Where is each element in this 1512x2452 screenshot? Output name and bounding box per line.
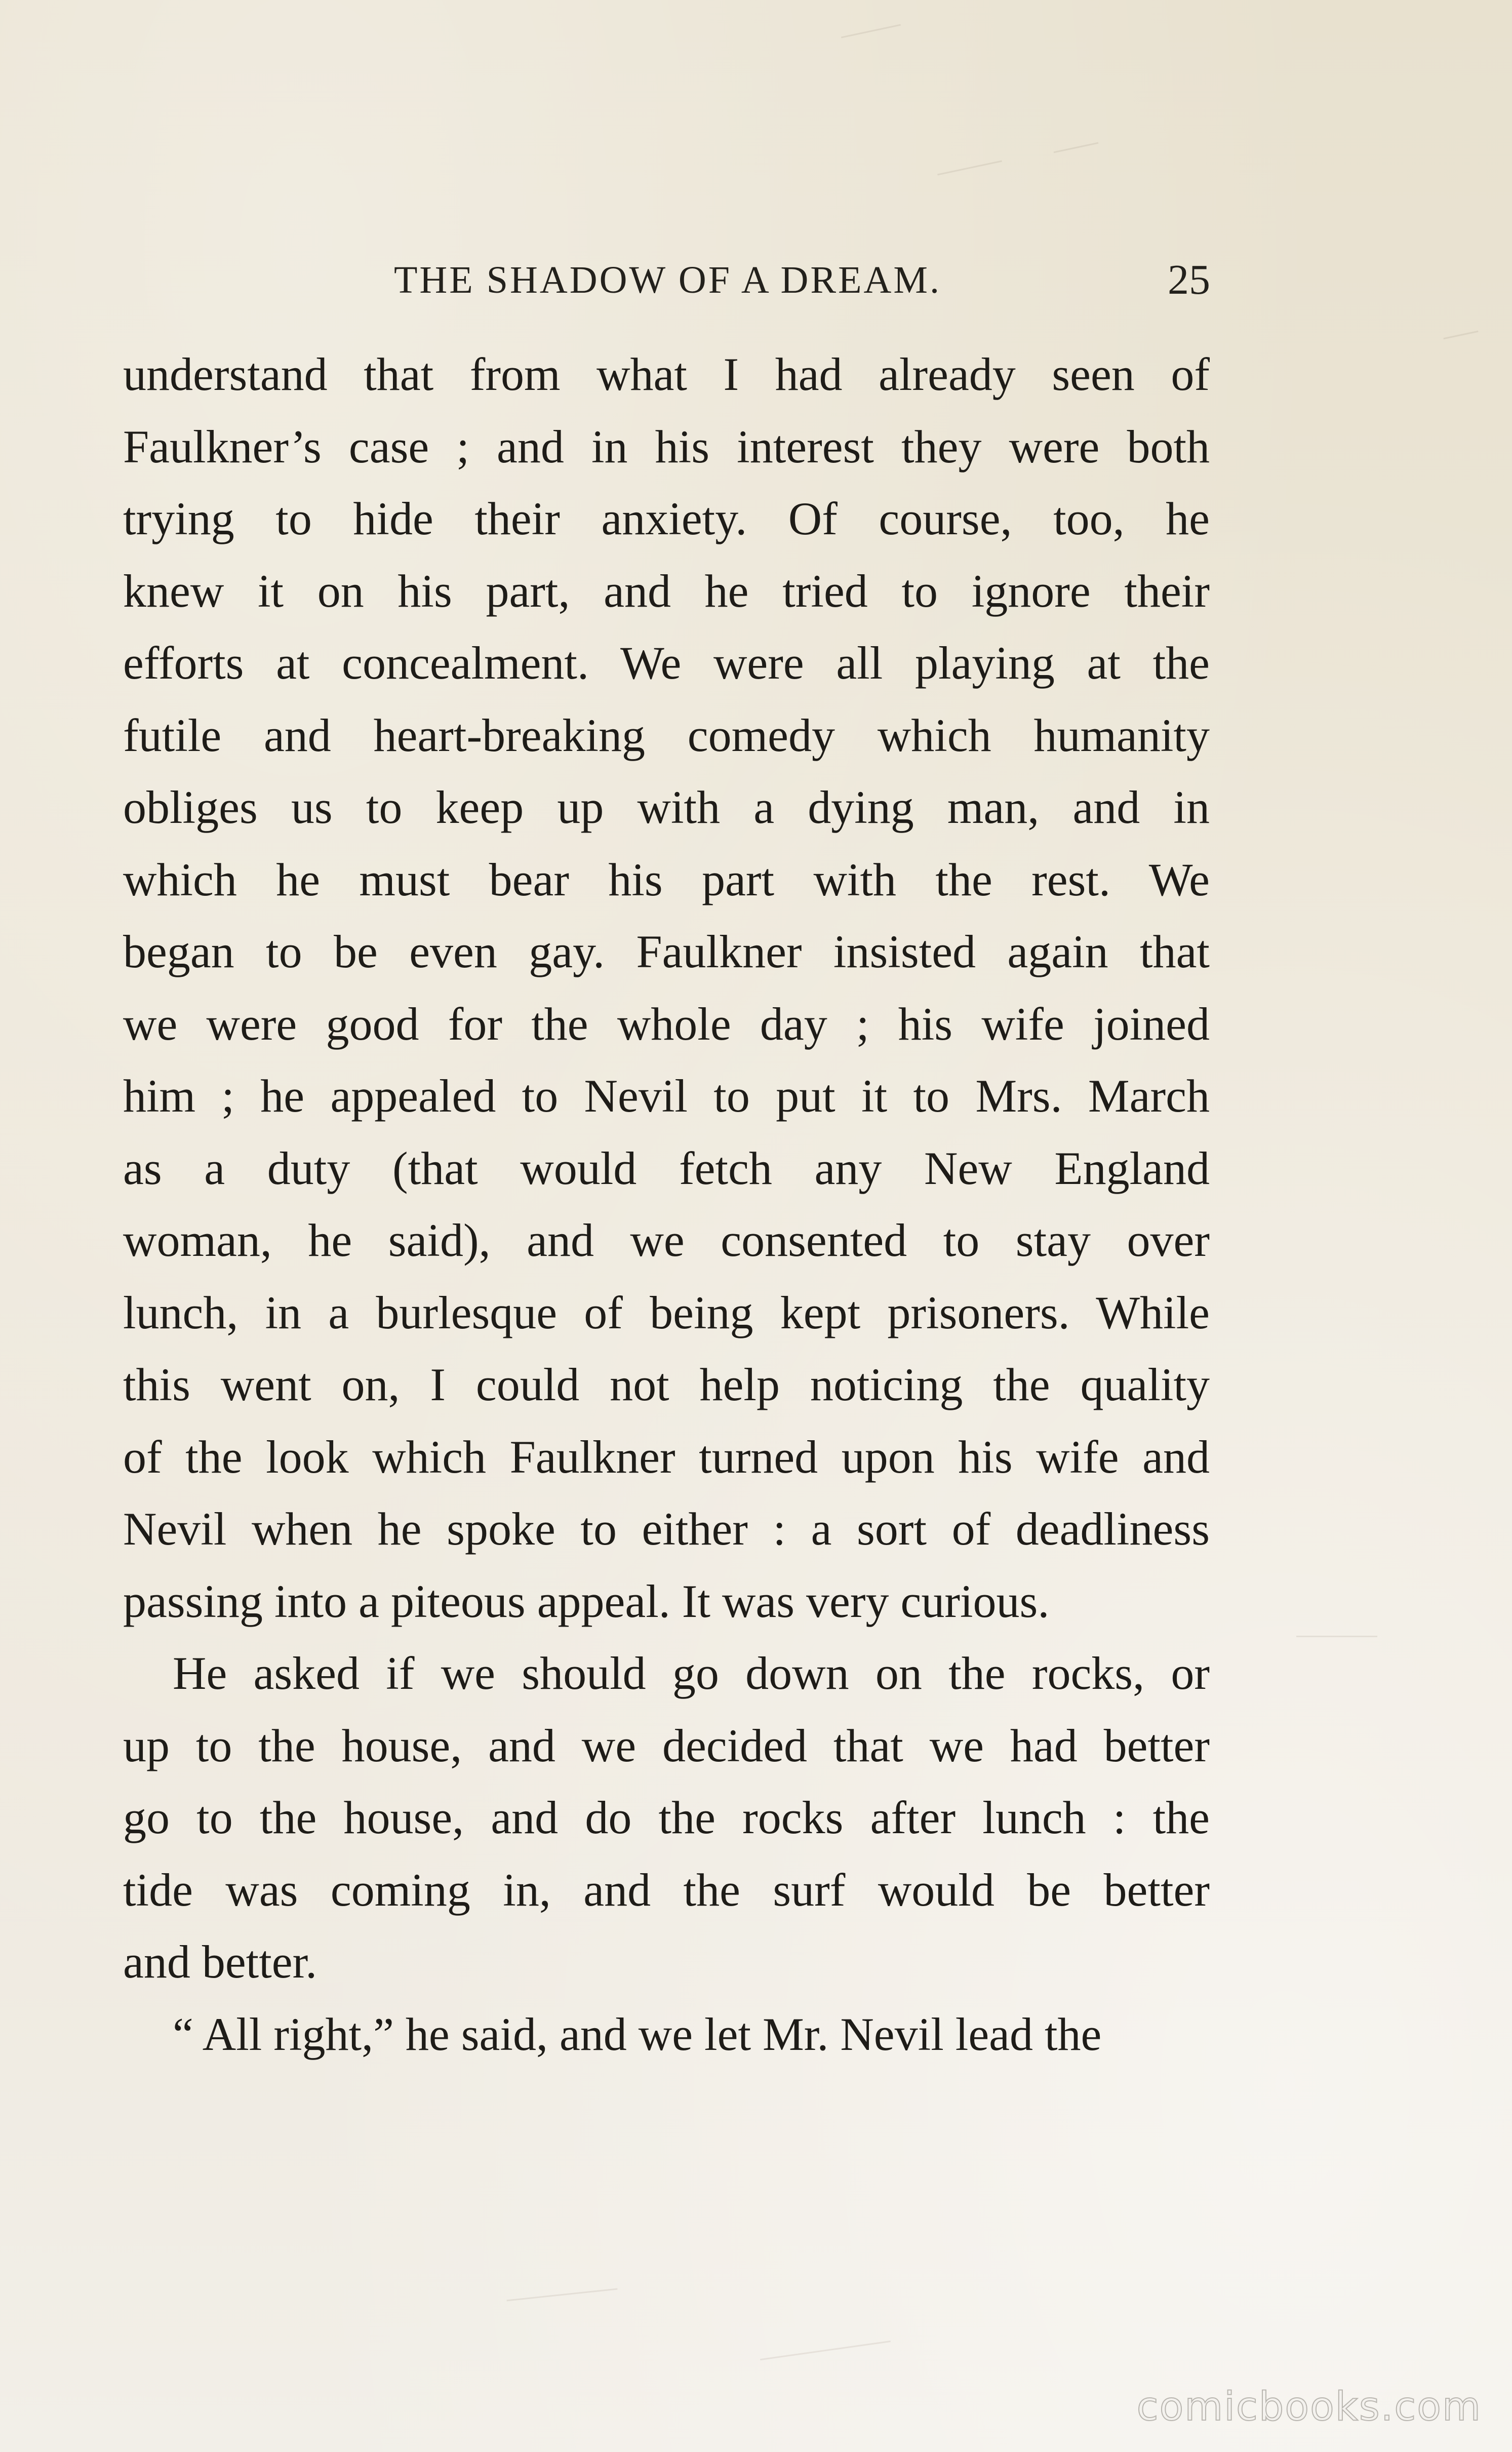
- page-number: 25: [1168, 256, 1210, 303]
- text-line: of the look which Faulkner turned upon his wife and: [123, 1431, 1210, 1483]
- text-line: Faulkner’s case ; and in his interest they were both: [123, 420, 1210, 472]
- text-line: which he must bear his part with the rest. We: [123, 853, 1210, 905]
- text-line: He asked if we should go down on the rocks, or: [173, 1647, 1210, 1699]
- running-head: THE SHADOW OF A DREAM.: [394, 259, 942, 301]
- text-line: this went on, I could not help noticing the quality: [123, 1359, 1210, 1410]
- text-line: we were good for the whole day ; his wife joined: [123, 998, 1210, 1050]
- paper-blemish: [1296, 1636, 1377, 1637]
- text-line: knew it on his part, and he tried to ignore their: [123, 565, 1210, 617]
- text-line: Nevil when he spoke to either : a sort of deadliness: [123, 1503, 1210, 1555]
- text-line: go to the house, and do the rocks after lunch : the: [123, 1792, 1210, 1843]
- paper-blemish: [760, 2341, 891, 2360]
- text-line: “ All right,” he said, and we let Mr. Nevil lead the: [173, 2008, 1102, 2060]
- text-line: understand that from what I had already seen of: [123, 348, 1210, 400]
- text-line: up to the house, and we decided that we had better: [123, 1719, 1210, 1771]
- text-line: began to be even gay. Faulkner insisted again that: [123, 926, 1210, 977]
- text-line: trying to hide their anxiety. Of course, too, he: [123, 493, 1210, 544]
- text-line: lunch, in a burlesque of being kept prisoners. While: [123, 1286, 1210, 1338]
- text-line: tide was coming in, and the surf would be better: [123, 1864, 1210, 1916]
- paper-blemish: [1443, 331, 1478, 339]
- text-line: efforts at concealment. We were all playing at the: [123, 637, 1210, 689]
- paper-blemish: [841, 24, 901, 38]
- paper-blemish: [1054, 142, 1099, 153]
- text-line: woman, he said), and we consented to stay over: [123, 1214, 1210, 1266]
- body-text: [123, 338, 1210, 2070]
- text-line: him ; he appealed to Nevil to put it to Mrs. March: [123, 1070, 1210, 1122]
- text-line: passing into a piteous appeal. It was very curious.: [123, 1575, 1050, 1627]
- paper-blemish: [506, 2288, 617, 2302]
- text-line: as a duty (that would fetch any New England: [123, 1142, 1210, 1194]
- watermark: comicbooks.com: [1136, 2384, 1482, 2430]
- text-line: futile and heart-breaking comedy which humanity: [123, 709, 1210, 761]
- text-line: obliges us to keep up with a dying man, and in: [123, 781, 1210, 833]
- text-line: and better.: [123, 1936, 317, 1988]
- page-header: [122, 252, 1210, 308]
- paper-blemish: [937, 161, 1002, 176]
